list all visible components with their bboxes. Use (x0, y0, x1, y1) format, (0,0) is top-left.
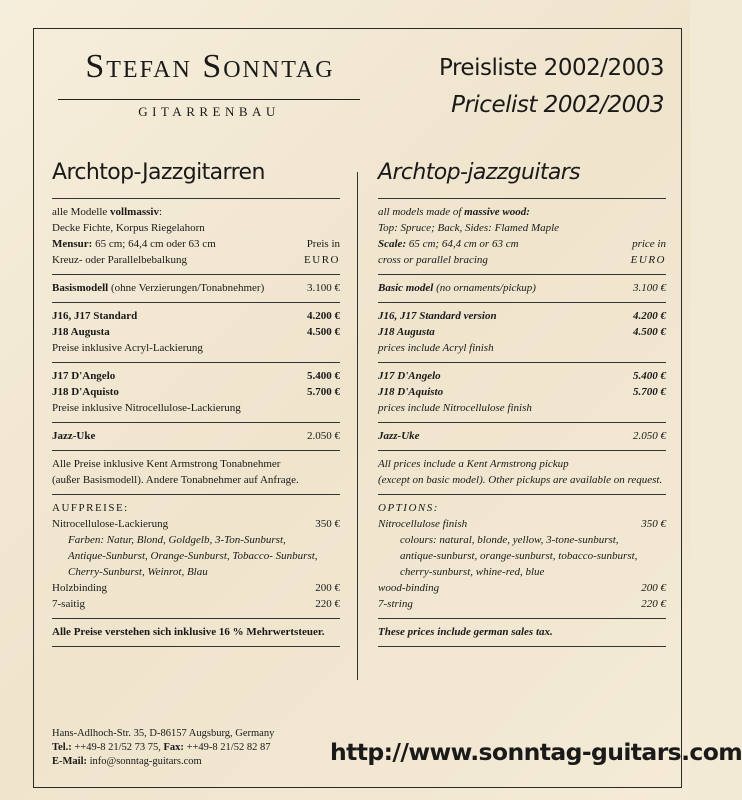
section-rule (52, 646, 340, 647)
fax-label: Fax: (163, 742, 184, 753)
bracing-text: cross or parallel bracing (378, 254, 488, 266)
scale-values: 65 cm; 64,4 cm oder 63 cm (92, 238, 216, 250)
option-name: Nitrocellulose finish (378, 518, 468, 530)
model-price: 5.700 € (307, 386, 340, 398)
model-name: J18 D'Aquisto (378, 386, 444, 398)
colour-list: cherry-sunburst, whine-red, blue (400, 566, 545, 578)
pickup-note-block (52, 451, 340, 494)
colour-list: Farben: Natur, Blond, Goldgelb, 3-Ton-Sunburst, (68, 534, 286, 546)
option-name: Nitrocellulose-Lackierung (52, 518, 169, 530)
standard-models-block (52, 303, 340, 362)
uke-block (378, 423, 666, 450)
options-block (378, 495, 666, 618)
title-english: Pricelist 2002/2003 (451, 92, 664, 118)
model-name: Jazz-Uke (378, 430, 420, 442)
option-name: 7-saitig (52, 598, 85, 610)
column-german (52, 160, 340, 647)
address: Hans-Adlhoch-Str. 35, D-86157 Augsburg, Germany (52, 728, 275, 739)
intro-bold: massive wood: (464, 206, 530, 218)
colour-list: antique-sunburst, orange-sunburst, tobacco-sunburst, (400, 550, 638, 562)
brand-name: Stefan Sonntag (85, 48, 335, 85)
intro-text: alle Modelle (52, 206, 111, 218)
finish-note: Preise inklusive Acryl-Lackierung (52, 342, 203, 354)
intro-block (52, 199, 340, 274)
price-header: price in (632, 238, 666, 250)
scale-label: Mensur: (52, 238, 93, 250)
currency-header: EURO (630, 254, 666, 266)
pickup-note: (except on basic model). Other pickups are available on request. (378, 474, 663, 486)
model-name: Basismodell (52, 282, 109, 294)
model-name: J18 Augusta (52, 326, 110, 338)
options-block (52, 495, 340, 618)
option-price: 200 € (641, 582, 666, 594)
tel-number: ++49-8 21/52 73 75, (71, 742, 164, 753)
pickup-note: Alle Preise inklusive Kent Armstrong Tonabnehmer (52, 458, 281, 470)
pickup-note: All prices include a Kent Armstrong pickup (378, 458, 569, 470)
nitro-models-block (52, 363, 340, 422)
model-price: 4.200 € (633, 310, 666, 322)
model-price: 5.700 € (633, 386, 666, 398)
website-link[interactable]: http://www.sonntag-guitars.com (330, 738, 742, 766)
bracing-text: Kreuz- oder Parallelbebalkung (52, 254, 187, 266)
column-heading: Archtop-Jazzgitarren (52, 160, 265, 185)
colour-list: Cherry-Sunburst, Weinrot, Blau (68, 566, 208, 578)
options-title: OPTIONS: (378, 502, 439, 514)
standard-models-block (378, 303, 666, 362)
intro-text: all models made of (378, 206, 465, 218)
model-name: J18 D'Aquisto (52, 386, 119, 398)
finish-note: prices include Nitrocellulose finish (378, 402, 532, 414)
intro-line: Decke Fichte, Korpus Riegelahorn (52, 222, 205, 234)
model-price: 5.400 € (633, 370, 666, 382)
intro-bold: vollmassiv (110, 206, 159, 218)
colour-list: Antique-Sunburst, Orange-Sunburst, Tobacco- Sunburst, (68, 550, 318, 562)
model-name: J18 Augusta (378, 326, 435, 338)
model-name: J17 D'Angelo (52, 370, 116, 382)
option-price: 220 € (641, 598, 666, 610)
finish-note: prices include Acryl finish (378, 342, 494, 354)
model-price: 2.050 € (633, 430, 666, 442)
option-name: wood-binding (378, 582, 440, 594)
contact-block (52, 727, 274, 769)
option-name: Holzbinding (52, 582, 107, 594)
tax-note: These prices include german sales tax. (378, 626, 553, 638)
currency-header: EURO (304, 254, 340, 266)
model-price: 3.100 € (633, 282, 666, 294)
colour-list: colours: natural, blonde, yellow, 3-tone-sunburst, (400, 534, 619, 546)
model-name: Jazz-Uke (52, 430, 96, 442)
intro-line: Top: Spruce; Back, Sides: Flamed Maple (378, 222, 560, 234)
finish-note: Preise inklusive Nitrocellulose-Lackierung (52, 402, 241, 414)
model-price: 4.500 € (633, 326, 666, 338)
pickup-note: (außer Basismodell). Andere Tonabnehmer auf Anfrage. (52, 474, 299, 486)
option-name: 7-string (378, 598, 413, 610)
option-price: 350 € (641, 518, 666, 530)
section-rule (378, 646, 666, 647)
title-german: Preisliste 2002/2003 (439, 55, 664, 81)
tel-label: Tel.: (52, 742, 72, 753)
fax-number: ++49-8 21/52 82 87 (183, 742, 271, 753)
nitro-models-block (378, 363, 666, 422)
model-note: (ohne Verzierungen/Tonabnehmer) (108, 282, 265, 294)
model-price: 3.100 € (307, 282, 340, 294)
email-address[interactable]: info@sonntag-guitars.com (87, 756, 202, 767)
model-name: J16, J17 Standard version (378, 310, 497, 322)
model-name: J17 D'Angelo (378, 370, 441, 382)
option-price: 220 € (315, 598, 340, 610)
model-name: Basic model (378, 282, 434, 294)
option-price: 350 € (315, 518, 340, 530)
uke-block (52, 423, 340, 450)
model-price: 4.200 € (307, 310, 340, 322)
tax-note: Alle Preise verstehen sich inklusive 16 % Mehrwertsteuer. (52, 626, 325, 638)
email-label: E-Mail: (52, 756, 87, 767)
brand-subtitle: GITARRENBAU (138, 104, 280, 119)
model-price: 4.500 € (307, 326, 340, 338)
column-divider (357, 172, 358, 680)
option-price: 200 € (315, 582, 340, 594)
basic-model-block (378, 275, 666, 302)
basic-model-block (52, 275, 340, 302)
column-english (378, 160, 666, 647)
price-header: Preis in (306, 238, 340, 250)
model-name: J16, J17 Standard (52, 310, 138, 322)
model-note: (no ornaments/pickup) (433, 282, 536, 294)
scale-values: 65 cm; 64,4 cm or 63 cm (406, 238, 519, 250)
options-title: AUFPREISE: (52, 502, 129, 514)
column-heading: Archtop-jazzguitars (378, 160, 581, 185)
scale-label: Scale: (378, 238, 407, 250)
intro-block (378, 199, 666, 274)
pickup-note-block (378, 451, 666, 494)
intro-colon: : (158, 206, 163, 218)
brand-divider (58, 99, 360, 100)
model-price: 2.050 € (307, 430, 340, 442)
model-price: 5.400 € (307, 370, 340, 382)
